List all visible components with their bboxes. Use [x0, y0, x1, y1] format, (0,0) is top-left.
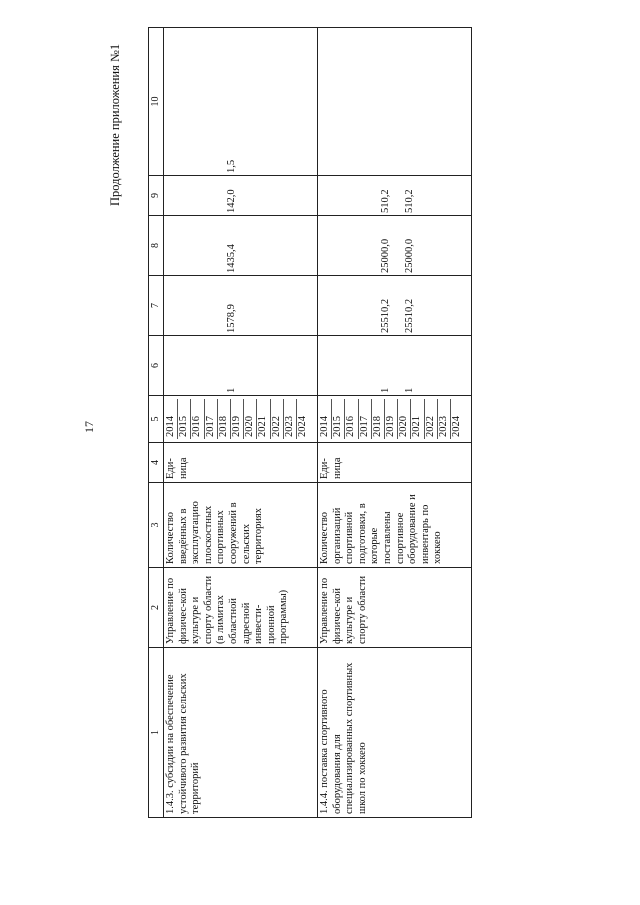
value-cell: 25510,2: [379, 298, 391, 333]
table-row: [318, 28, 472, 818]
value-cell: [214, 216, 226, 275]
value-cell: [214, 336, 226, 395]
year-cell: 2022: [425, 399, 438, 439]
col-number: 5: [149, 396, 164, 443]
value-cell: [343, 176, 355, 215]
value-cell: [165, 276, 177, 335]
value-cell: [250, 28, 262, 175]
value-cell: [165, 176, 177, 215]
value-cell: [331, 28, 343, 175]
value-cell: [177, 336, 189, 395]
value-cell: [275, 176, 287, 215]
value-cell: [356, 176, 368, 215]
unit: Еди-ница: [318, 443, 472, 483]
value-cell: 142,0: [225, 189, 237, 213]
year-cell: 2016: [345, 399, 358, 439]
value-list-c6: [318, 276, 472, 336]
value-cell: [177, 28, 189, 175]
year-cell: 2023: [284, 399, 297, 439]
program-table-grid: [148, 27, 472, 818]
value-cell: 1: [379, 387, 391, 393]
year-cell: 2014: [165, 399, 178, 439]
value-cell: [189, 276, 201, 335]
table-row: [164, 28, 318, 818]
col-number: 9: [149, 176, 164, 216]
col-number: 4: [149, 443, 164, 483]
value-list-c9: [164, 28, 318, 176]
executor: Управление по физичес-кой культуре и спорту области (в лимитах областной адресной инвести-ционной программы): [164, 568, 318, 648]
value-cell: [202, 216, 214, 275]
value-list-c6: [164, 276, 318, 336]
value-cell: [275, 276, 287, 335]
value-cell: [238, 28, 250, 175]
value-cell: [214, 176, 226, 215]
col-number: 3: [149, 483, 164, 568]
value-cell: [441, 336, 453, 395]
value-cell: 1: [404, 387, 416, 393]
year-cell: 2017: [359, 399, 372, 439]
value-cell: [356, 276, 368, 335]
value-cell: [356, 216, 368, 275]
value-cell: [343, 336, 355, 395]
value-list-c9: [318, 28, 472, 176]
measure-name: 1.4.3. субсидии на обеспечение устойчивого развития сельских территорий: [164, 648, 318, 818]
value-cell: [177, 216, 189, 275]
value-cell: [177, 276, 189, 335]
value-cell: 1578,9: [225, 304, 237, 333]
value-cell: 25000,0: [404, 238, 416, 273]
value-cell: [331, 336, 343, 395]
value-cell: [202, 336, 214, 395]
value-cell: [202, 176, 214, 215]
value-cell: [392, 336, 404, 395]
col-number: 7: [149, 276, 164, 336]
value-cell: 1: [225, 387, 237, 393]
value-cell: [177, 176, 189, 215]
value-cell: [441, 216, 453, 275]
value-cell: [238, 276, 250, 335]
year-cell: 2018: [218, 399, 231, 439]
value-cell: 25510,2: [404, 298, 416, 333]
value-cell: [275, 336, 287, 395]
year-cell: 2014: [319, 399, 332, 439]
value-cell: [165, 336, 177, 395]
value-cell: [441, 28, 453, 175]
value-cell: [392, 28, 404, 175]
year-cell: 2021: [411, 399, 424, 439]
year-cell: 2015: [332, 399, 345, 439]
value-cell: [417, 276, 429, 335]
year-cell: 2022: [271, 399, 284, 439]
value-list-c7: [318, 216, 472, 276]
value-cell: [275, 28, 287, 175]
indicator: Количество организаций спортивной подготовки, в которые поставлены спортивное оборудование и инвентарь по хоккею: [318, 483, 472, 568]
value-cell: [263, 176, 275, 215]
year-cell: 2024: [296, 416, 308, 437]
value-list-c5: [318, 336, 472, 396]
indicator: Количество введённых в эксплуатацию плоскостных спортивных сооружений в сельских территориях: [164, 483, 318, 568]
unit: Еди-ница: [164, 443, 318, 483]
program-table: [148, 28, 472, 818]
year-cell: 2024: [450, 416, 462, 437]
value-cell: [392, 176, 404, 215]
year-cell: 2018: [372, 399, 385, 439]
measure-name: 1.4.4. поставка спортивного оборудования для специализированных спортивных школ по хоккею: [318, 648, 472, 818]
year-cell: 2019: [385, 399, 398, 439]
value-cell: 510,2: [379, 189, 391, 213]
value-cell: [441, 276, 453, 335]
value-cell: [189, 176, 201, 215]
page-number: 17: [82, 421, 96, 433]
year-cell: 2023: [438, 399, 451, 439]
value-cell: [319, 216, 331, 275]
value-cell: [331, 276, 343, 335]
value-cell: [392, 276, 404, 335]
value-cell: [287, 216, 299, 275]
value-cell: [250, 336, 262, 395]
value-cell: [165, 216, 177, 275]
value-cell: [238, 176, 250, 215]
value-cell: [417, 176, 429, 215]
value-cell: [343, 28, 355, 175]
value-cell: [202, 28, 214, 175]
value-cell: [331, 216, 343, 275]
col-number: 6: [149, 336, 164, 396]
value-cell: [287, 176, 299, 215]
value-cell: [202, 276, 214, 335]
value-cell: [392, 216, 404, 275]
value-cell: [250, 276, 262, 335]
value-cell: [343, 276, 355, 335]
value-cell: [189, 336, 201, 395]
value-cell: [287, 28, 299, 175]
value-list-c7: [164, 216, 318, 276]
value-cell: [429, 276, 441, 335]
value-cell: [287, 336, 299, 395]
value-cell: [429, 28, 441, 175]
year-list: [164, 396, 318, 443]
executor: Управление по физичес-кой культуре и спорту области: [318, 568, 472, 648]
value-cell: [263, 216, 275, 275]
value-cell: [214, 276, 226, 335]
value-cell: [441, 176, 453, 215]
col-number: 8: [149, 216, 164, 276]
appendix-note: Продолжение приложения №1: [108, 43, 122, 206]
value-cell: [368, 216, 380, 275]
value-cell: [331, 176, 343, 215]
year-cell: 2020: [244, 399, 257, 439]
value-cell: [275, 216, 287, 275]
value-cell: 1435,4: [225, 244, 237, 273]
value-cell: 25000,0: [379, 238, 391, 273]
value-cell: [429, 336, 441, 395]
year-cell: 2021: [257, 399, 270, 439]
value-cell: [417, 28, 429, 175]
value-list-c8: [318, 176, 472, 216]
value-cell: [417, 216, 429, 275]
value-cell: 1,5: [225, 159, 237, 173]
value-cell: [319, 28, 331, 175]
value-cell: [250, 176, 262, 215]
value-cell: [319, 276, 331, 335]
value-cell: [165, 28, 177, 175]
value-cell: [263, 336, 275, 395]
value-cell: [368, 336, 380, 395]
value-cell: [356, 336, 368, 395]
value-cell: [287, 276, 299, 335]
value-cell: [343, 216, 355, 275]
value-cell: [238, 216, 250, 275]
value-cell: [429, 216, 441, 275]
value-cell: 510,2: [404, 189, 416, 213]
value-cell: [356, 28, 368, 175]
value-cell: [238, 336, 250, 395]
value-cell: [319, 336, 331, 395]
year-cell: 2015: [178, 399, 191, 439]
value-list-c8: [164, 176, 318, 216]
value-cell: [429, 176, 441, 215]
value-cell: [368, 276, 380, 335]
year-cell: 2020: [398, 399, 411, 439]
year-cell: 2016: [191, 399, 204, 439]
column-number-row: [149, 28, 164, 818]
year-list: [318, 396, 472, 443]
value-cell: [417, 336, 429, 395]
value-cell: [263, 276, 275, 335]
value-cell: [319, 176, 331, 215]
value-cell: [214, 28, 226, 175]
value-list-c5: [164, 336, 318, 396]
value-cell: [263, 28, 275, 175]
year-cell: 2017: [205, 399, 218, 439]
value-cell: [250, 216, 262, 275]
value-cell: [368, 28, 380, 175]
col-number: 2: [149, 568, 164, 648]
value-cell: [189, 216, 201, 275]
value-cell: [189, 28, 201, 175]
col-number: 1: [149, 648, 164, 818]
value-cell: [404, 28, 416, 175]
col-number: 10: [149, 28, 164, 176]
year-cell: 2019: [231, 399, 244, 439]
value-cell: [368, 176, 380, 215]
value-cell: [380, 28, 392, 175]
